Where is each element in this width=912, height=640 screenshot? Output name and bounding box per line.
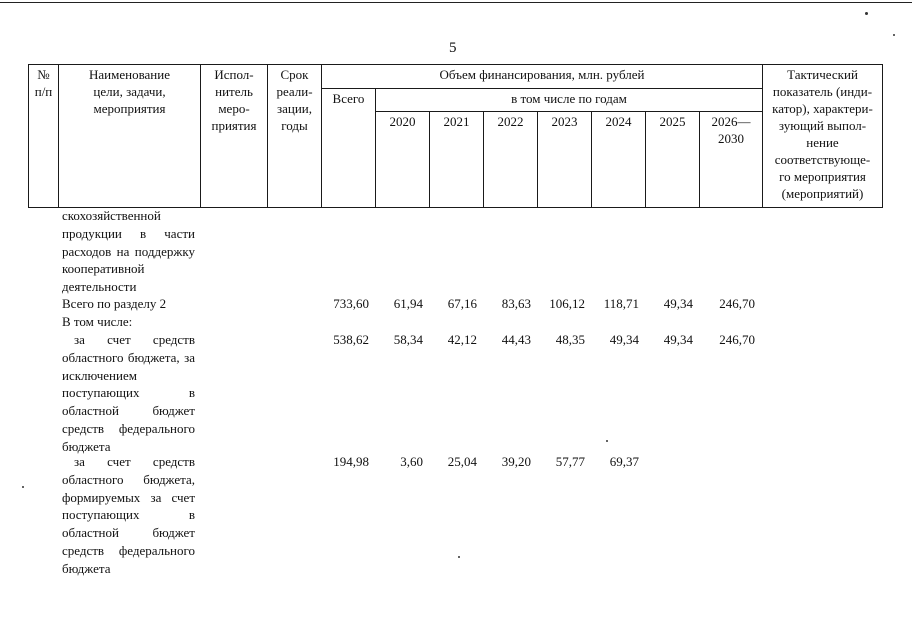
value-total: 733,60 — [333, 296, 369, 311]
value-2020: 61,94 — [393, 296, 423, 311]
value-2023: 106,12 — [549, 296, 585, 311]
value-2025: 49,34 — [663, 296, 693, 311]
header-cell-term: Срок реали- зации, годы — [267, 64, 322, 208]
header-cell-name: Наименование цели, задачи, мероприятия — [58, 64, 201, 208]
header-cell-number: № п/п — [28, 64, 59, 208]
header-cell-year: 2025 — [645, 111, 700, 208]
header-cell-total: Всего — [321, 88, 376, 208]
header-cell-year: 2024 — [591, 111, 646, 208]
header-cell-year: 2026— 2030 — [699, 111, 763, 208]
header-cell-executor: Испол- нитель меро- приятия — [200, 64, 268, 208]
page-number: 5 — [449, 40, 457, 56]
header-cell-year: 2020 — [375, 111, 430, 208]
header-cell-year: 2021 — [429, 111, 484, 208]
value-2024: 118,71 — [603, 296, 639, 311]
row-label: за счет средств областного бюджета, формируемых за счет поступающих в областной бюджет средств федерального бюджета — [62, 454, 195, 576]
header-cell-year: 2023 — [537, 111, 592, 208]
including-label: В том числе: — [62, 314, 133, 329]
value-2024: 49,34 — [609, 332, 639, 347]
value-2021: 67,16 — [447, 296, 477, 311]
value-2022: 44,43 — [501, 332, 531, 347]
value-2022: 39,20 — [501, 454, 531, 469]
section-total-label: Всего по разделу 2 — [62, 296, 167, 311]
value-2026-2030: 246,70 — [719, 296, 755, 311]
header-cell-by-years: в том числе по годам — [375, 88, 763, 112]
value-2025: 49,34 — [663, 332, 693, 347]
header-cell-indicator: Тактический показатель (инди- катор), характери- зующий выпол- нение соответствующе- го мероприятия (мероприятий) — [762, 64, 883, 208]
value-2020: 3,60 — [400, 454, 423, 469]
value-2023: 57,77 — [555, 454, 585, 469]
value-2022: 83,63 — [501, 296, 531, 311]
row-label: за счет средств областного бюджета, за исключением поступающих в областной бюджет средств федерального бюджета — [62, 332, 195, 454]
value-2026-2030: 246,70 — [719, 332, 755, 347]
header-cell-year: 2022 — [483, 111, 538, 208]
value-total: 538,62 — [333, 332, 369, 347]
value-2023: 48,35 — [555, 332, 585, 347]
header-cell-funding: Объем финансирования, млн. рублей — [321, 64, 763, 89]
continuation-text: скохозяйственной продукции в части расходов на поддержку кооперативной деятельности — [62, 208, 195, 295]
value-2021: 42,12 — [447, 332, 477, 347]
value-2020: 58,34 — [393, 332, 423, 347]
value-2021: 25,04 — [447, 454, 477, 469]
value-total: 194,98 — [333, 454, 369, 469]
value-2024: 69,37 — [609, 454, 639, 469]
